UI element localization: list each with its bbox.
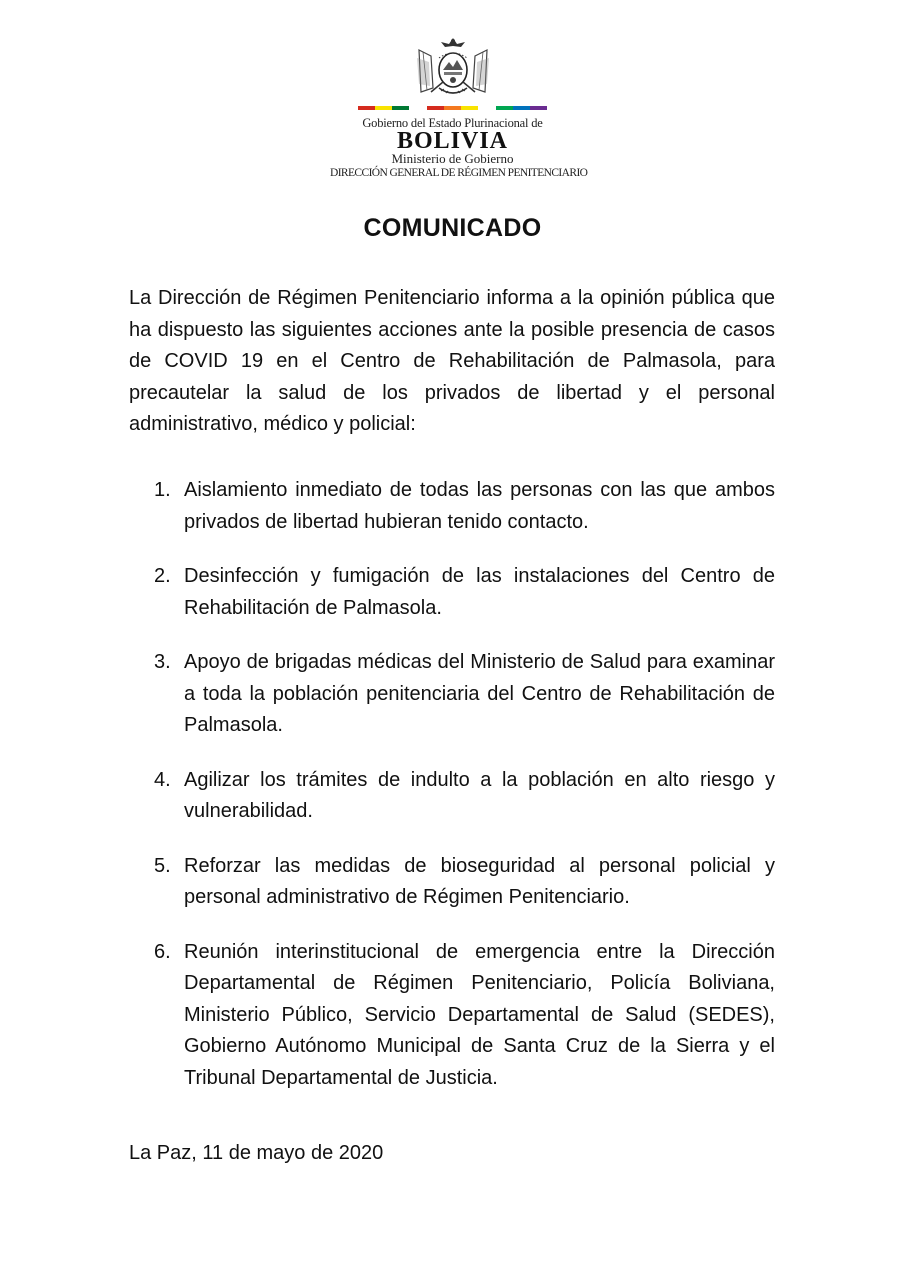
- flag-color-segment: [478, 106, 495, 110]
- country-name: BOLIVIA: [396, 128, 509, 154]
- flag-color-segment: [427, 106, 444, 110]
- flag-color-segment: [358, 106, 375, 110]
- action-item: [151, 851, 775, 914]
- action-item: [151, 765, 775, 828]
- flag-color-segment: [496, 106, 513, 110]
- flag-color-segment: [461, 106, 478, 110]
- flag-color-bar: [358, 106, 548, 110]
- action-text: Agilizar los trámites de indulto a la población en alto riesgo y vulnerabilidad.: [184, 768, 775, 822]
- action-item: [151, 647, 775, 742]
- government-line: Gobierno del Estado Plurinacional de: [362, 116, 543, 130]
- action-text: Apoyo de brigadas médicas del Ministerio de Salud para examinar a toda la población penitenciaria del Centro de Rehabilitación de Palmasola.: [184, 651, 775, 736]
- action-number: 4.: [154, 768, 171, 791]
- flag-color-segment: [392, 106, 409, 110]
- document-title: COMUNICADO: [363, 214, 542, 242]
- ministry-name: Ministerio de Gobierno: [391, 151, 514, 166]
- action-number: 5.: [154, 854, 171, 877]
- action-text: Reforzar las medidas de bioseguridad al personal policial y personal administrativo de Régimen Penitenciario.: [184, 854, 775, 908]
- letterhead: [330, 36, 588, 180]
- flag-color-segment: [375, 106, 392, 110]
- direction-name: DIRECCIÓN GENERAL DE RÉGIMEN PENITENCIARIO: [330, 167, 588, 179]
- flag-color-segment: [444, 106, 461, 110]
- coat-of-arms-icon: [413, 36, 493, 102]
- flag-color-segment: [530, 106, 547, 110]
- action-item: [151, 475, 775, 538]
- action-number: 3.: [154, 651, 171, 673]
- place-and-date: La Paz, 11 de mayo de 2020: [129, 1142, 384, 1164]
- flag-color-segment: [409, 106, 426, 110]
- intro-paragraph: La Dirección de Régimen Penitenciario informa a la opinión pública que ha dispuesto las siguientes acciones ante la posible presencia de casos de COVID 19 en el Centro de Rehabilitación de Palmasola, para precautelar la salud de los privados de libertad y el personal administrativo, médico y policial:: [129, 287, 775, 435]
- action-number: 2.: [154, 565, 171, 587]
- actions-list: [151, 475, 775, 1117]
- action-text: Desinfección y fumigación de las instalaciones del Centro de Rehabilitación de Palmasola.: [184, 565, 775, 619]
- flag-color-segment: [513, 106, 530, 110]
- action-item: [151, 561, 775, 624]
- action-text: Aislamiento inmediato de todas las personas con las que ambos privados de libertad hubieran tenido contacto.: [184, 479, 775, 533]
- action-text: Reunión interinstitucional de emergencia entre la Dirección Departamental de Régimen Penitenciario, Policía Boliviana, Ministerio Público, Servicio Departamental de Salud (SEDES), Gobierno Autónomo Municipal de Santa Cruz de la Sierra y el Tribunal Departamental de Justicia.: [184, 940, 775, 1089]
- action-item: [151, 937, 775, 1095]
- action-number: 1.: [154, 479, 171, 501]
- action-number: 6.: [154, 940, 171, 963]
